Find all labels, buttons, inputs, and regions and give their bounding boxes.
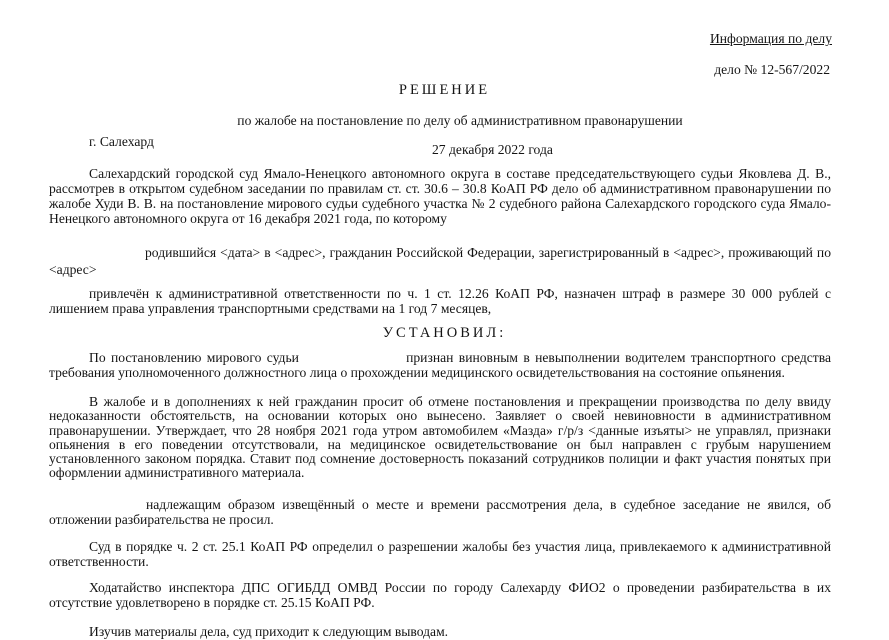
penalty-paragraph: привлечён к административной ответственности по ч. 1 ст. 12.26 КоАП РФ, назначен штраф в размере 30 000 рублей с лишением права управления транспортными средствами на 1 год 7 месяцев,: [49, 286, 831, 316]
body-paragraph-1: По постановлению мирового судьи признан виновным в невыполнении водителем транспортного средства требования уполномоченного должностного лица о прохождении медицинского освидетельствования на состояние опьянения.: [49, 350, 835, 380]
body-paragraph-4: Суд в порядке ч. 2 ст. 25.1 КоАП РФ определил о разрешении жалобы без участия лица, привлекаемого к административной ответственности.: [49, 539, 831, 569]
born-paragraph: родившийся <дата> в <адрес>, гражданин Российской Федерации, зарегистрированный в <адрес>, проживающий по <адрес>: [49, 245, 831, 277]
body-paragraph-5: Ходатайство инспектора ДПС ОГИБДД ОМВД России по городу Салехарду ФИО2 о проведении разбирательства в их отсутствие удовлетворено в порядке ст. 25.15 КоАП РФ.: [49, 580, 831, 610]
case-info-link[interactable]: Информация по делу: [709, 31, 832, 46]
established-heading: УСТАНОВИЛ:: [382, 325, 507, 341]
body-paragraph-2: В жалобе и в дополнениях к ней гражданин просит об отмене постановления и прекращении производства по делу ввиду недоказанности обстоятельств, на основании которых оно вынесено. Заявляет о своей невиновности в административном правонарушении. Утверждает, что 28 ноября 2021 года утром автомобилем «Мазда» г/р/з <данные изъяты> не управлял, признаки опьянения в его поведении отсутствовали, на медицинское освидетельствование он был направлен с грубым нарушением установленного законом порядка. Ставит под сомнение достоверность показаний сотрудников полиции и факт участия понятых при оформлении административного материала.: [49, 394, 831, 481]
city: г. Салехард: [89, 134, 154, 149]
intro-paragraph: Салехардский городской суд Ямало-Ненецкого автономного округа в составе председательствующего судьи Яковлева Д. В., рассмотрев в открытом судебном заседании по правилам ст. ст. 30.6 – 30.8 КоАП РФ дело об административном правонарушении по жалобе Худи В. В. на постановление мирового судьи судебного участка № 2 судебного района Салехардского городского суда Ямало-Ненецкого автономного округа от 16 декабря 2021 года, по которому: [49, 166, 831, 226]
case-number: дело № 12-567/2022: [714, 62, 830, 77]
document-title: РЕШЕНИЕ: [398, 82, 491, 98]
body-paragraph-6: Изучив материалы дела, суд приходит к следующим выводам.: [89, 624, 449, 639]
decision-date: 27 декабря 2022 года: [432, 142, 553, 157]
document-subtitle: по жалобе на постановление по делу об административном правонарушении: [237, 113, 683, 128]
body-paragraph-3: надлежащим образом извещённый о месте и времени рассмотрения дела, в судебное заседание не явился, об отложении разбирательства не просил.: [49, 497, 831, 527]
